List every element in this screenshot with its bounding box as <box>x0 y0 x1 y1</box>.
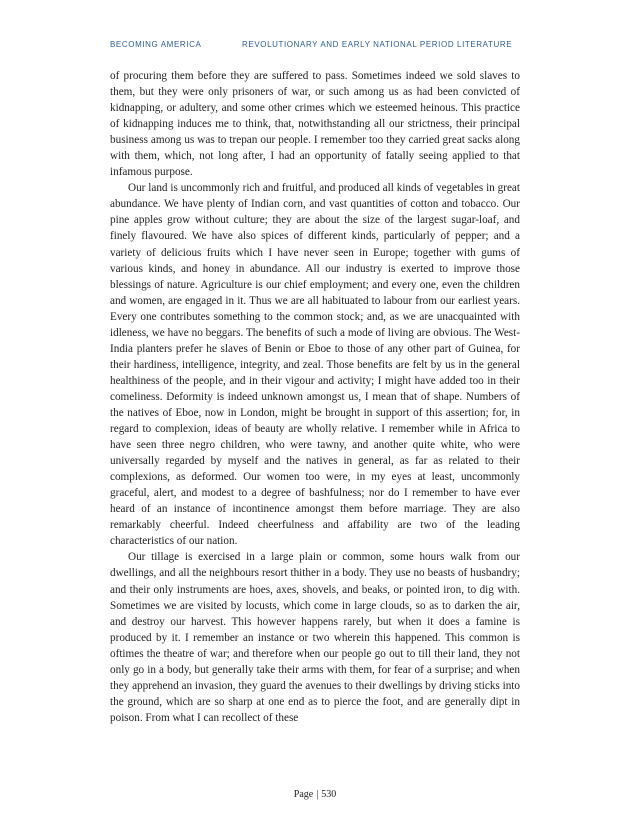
page-label: Page <box>293 789 314 800</box>
running-header <box>110 40 530 49</box>
paragraph-1: of procuring them before they are suffered to pass. Sometimes indeed we sold slaves to them, but they were only prisoners of war, or such among us as had been convicted of kidnapping, or adultery, and some other crimes which we esteemed heinous. This practice of kidnapping induces me to think, that, notwithstanding all our strictness, their principal business among us was to trepan our people. I remember too they carried great sacks along with them, which, not long after, I had an opportunity of fatally seeing applied to that infamous purpose. <box>110 70 520 179</box>
paragraph-2: Our land is uncommonly rich and fruitful, and produced all kinds of vegetables in great abundance. We have plenty of Indian corn, and vast quantities of cotton and tobacco. Our pine apples grow without culture; they are about the size of the largest sugar-loaf, and finely flavoured. We have also spices of different kinds, particularly of pepper; and a variety of delicious fruits which I have never seen in Europe; together with gums of various kinds, and honey in abundance. All our industry is exerted to improve those blessings of nature. Agriculture is our chief employment; and every one, even the children and women, are engaged in it. Thus we are all habituated to labour from our earliest years. Every one contributes something to the common stock; and, as we are unacquainted with idleness, we have no beggars. The benefits of such a mode of living are obvious. The West-India planters prefer he slaves of Benin or Eboe to those of any other part of Guinea, for their hardiness, intelligence, integrity, and zeal. Those benefits are felt by us in the general healthiness of the people, and in their vigour and activity; I might have added too in their comeliness. Deformity is indeed unknown amongst us, I mean that of shape. Numbers of the natives of Eboe, now in London, might be brought in support of this assertion; for, in regard to complexion, ideas of beauty are wholly relative. I remember while in Africa to have seen three negro children, who were tawny, and another quite white, who were universally regarded by myself and the natives in general, as far as related to their complexions, as deformed. Our women too were, in my eyes at least, uncommonly graceful, alert, and modest to a degree of bashfulness; nor do I remember to have ever heard of an instance of incontinence amongst them before marriage. They are also remarkably cheerful. Indeed cheerfulness and affability are two of the leading characteristics of our nation. <box>110 182 520 548</box>
header-section-title: REVOLUTIONARY AND EARLY NATIONAL PERIOD LITERATURE <box>242 40 513 49</box>
body-text <box>110 68 520 726</box>
page-footer <box>0 789 630 800</box>
paragraph-3: Our tillage is exercised in a large plain or common, some hours walk from our dwellings, and all the neighbours resort thither in a body. They use no beasts of husbandry; and their only instruments are hoes, axes, shovels, and beaks, or pointed iron, to dig with. Sometimes we are visited by locusts, which come in large clouds, so as to darken the air, and destroy our harvest. This however happens rarely, but when it does a famine is produced by it. I remember an instance or two wherein this happened. This common is oftimes the theatre of war; and therefore when our people go out to till their land, they not only go in a body, but generally take their arms with them, for fear of a surprise; and when they apprehend an invasion, they guard the avenues to their dwellings by driving sticks into the ground, which are so sharp at one end as to pierce the foot, and are generally dipt in poison. From what I can recollect of these <box>110 551 520 724</box>
page-number: 530 <box>321 789 337 800</box>
header-book-title: BECOMING AMERICA <box>110 40 202 49</box>
page-separator: | <box>316 789 319 800</box>
